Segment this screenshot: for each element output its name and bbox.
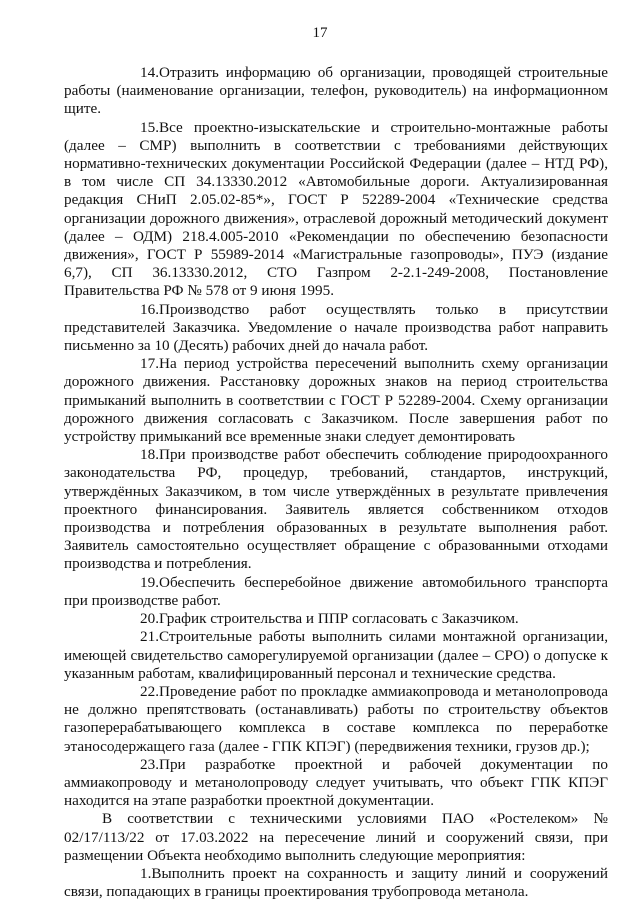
paragraph-number: 19. — [140, 573, 159, 591]
paragraph-text: Производство работ осуществлять только в присутствии представителей Заказчика. Уведомление о начале производства работ направить письменно за 10 (Десять) рабочих дней до начала работ. — [64, 300, 608, 355]
paragraph-text: Обеспечить бесперебойное движение автомобильного транспорта при производстве работ. — [64, 573, 608, 609]
paragraph-16 — [64, 301, 608, 356]
paragraph-number: 18. — [140, 446, 159, 464]
paragraph-rostelecom-intro — [64, 810, 608, 865]
paragraph-number: 16. — [140, 300, 159, 318]
paragraph-text: Строительные работы выполнить силами монтажной организации, имеющей свидетельство саморегулируемой организации (далее – СРО) о допуске к указанным работам, квалифицированный персонал и технические средства. — [64, 628, 608, 682]
paragraph-21 — [64, 628, 608, 683]
paragraph-text: Выполнить проект на сохранность и защиту линий и сооружений связи, попадающих в границы проектирования трубопровода метанола. — [64, 864, 608, 901]
page-number: 17 — [312, 25, 328, 41]
paragraph-15 — [64, 119, 608, 301]
paragraph-19 — [64, 574, 608, 610]
paragraph-text: Проведение работ по прокладке аммиакопровода и метанолопровода не должно препятствовать (останавливать) работы по строительству объектов газоперерабатывающего комплекса в составе комплекса по переработке этаносодержащего газа (далее - ГПК КПЭГ) (передвижения техники, грузов др.); — [64, 682, 608, 755]
paragraph-rostelecom-1 — [64, 865, 608, 901]
paragraph-text: При производстве работ обеспечить соблюдение природоохранного законодательства РФ, процедур, требований, стандартов, инструкций, утверждённых Заказчиком, в том числе утверждённых в результате привлечения проектного финансирования. Заявитель является собственником отходов производства и потребления образованных в результате выполнения работ. Заявитель самостоятельно осуществляет обращение с образованными отходами производства и потребления. — [64, 446, 608, 573]
paragraph-14 — [64, 64, 608, 119]
paragraph-number: 17. — [140, 355, 159, 373]
paragraph-number: 20. — [140, 610, 159, 628]
paragraph-number: 21. — [140, 628, 159, 646]
paragraph-number: 1. — [140, 864, 152, 882]
paragraph-text: Отразить информацию об организации, проводящей строительные работы (наименование организации, телефон, руководитель) на информационном щите. — [64, 64, 608, 118]
paragraph-23 — [64, 756, 608, 811]
paragraph-text: При разработке проектной и рабочей документации по аммиакопроводу и метанолопроводу следует учитывать, что объект ГПК КПЭГ находится на этапе разработки проектной документации. — [64, 755, 608, 810]
paragraph-text: График строительства и ППР согласовать с Заказчиком. — [158, 610, 519, 628]
paragraph-18 — [64, 446, 608, 573]
paragraph-text: На период устройства пересечений выполнить схему организации дорожного движения. Расстановку дорожных знаков на период строительства примыканий выполнить в соответствии с ГОСТ Р 52289-2004. Схему организации дорожного движения согласовать с Заказчиком. После завершения работ по устройству примыканий все временные знаки следует демонтировать — [64, 355, 608, 446]
paragraph-text: В соответствии с техническими условиями ПАО «Ростелеком» № 02/17/113/22 от 17.03.2022 на пересечение линий и сооружений связи, при размещении Объекта необходимо выполнить следующие мероприятия: — [64, 810, 608, 864]
paragraph-number: 14. — [140, 64, 159, 81]
paragraph-17 — [64, 355, 608, 446]
paragraph-number: 15. — [140, 118, 159, 136]
paragraph-22 — [64, 683, 608, 756]
paragraph-number: 22. — [140, 682, 159, 700]
document-body — [64, 64, 608, 901]
paragraph-20 — [64, 610, 608, 628]
paragraph-text: Все проектно-изыскательские и строительно-монтажные работы (далее – СМР) выполнить в соответствии с требованиями действующих нормативно-технических документации Российской Федерации (далее – НТД РФ), в том числе СП 34.13330.2012 «Автомобильные дороги. Актуализированная редакция СНиП 2.05.02-85*», ГОСТ Р 52289-2004 «Технические средства организации дорожного движения», отраслевой дорожный методический документ (далее – ОДМ) 218.4.005-2010 «Рекомендации по обеспечению безопасности движения», ГОСТ Р 55989-2014 «Магистральные газопроводы», ПУЭ (издание 6,7), СП 36.13330.2012, СТО Газпром 2-2.1-249-2008, Постановление Правительства РФ № 578 от 9 июня 1995. — [64, 118, 608, 300]
paragraph-number: 23. — [140, 755, 159, 773]
